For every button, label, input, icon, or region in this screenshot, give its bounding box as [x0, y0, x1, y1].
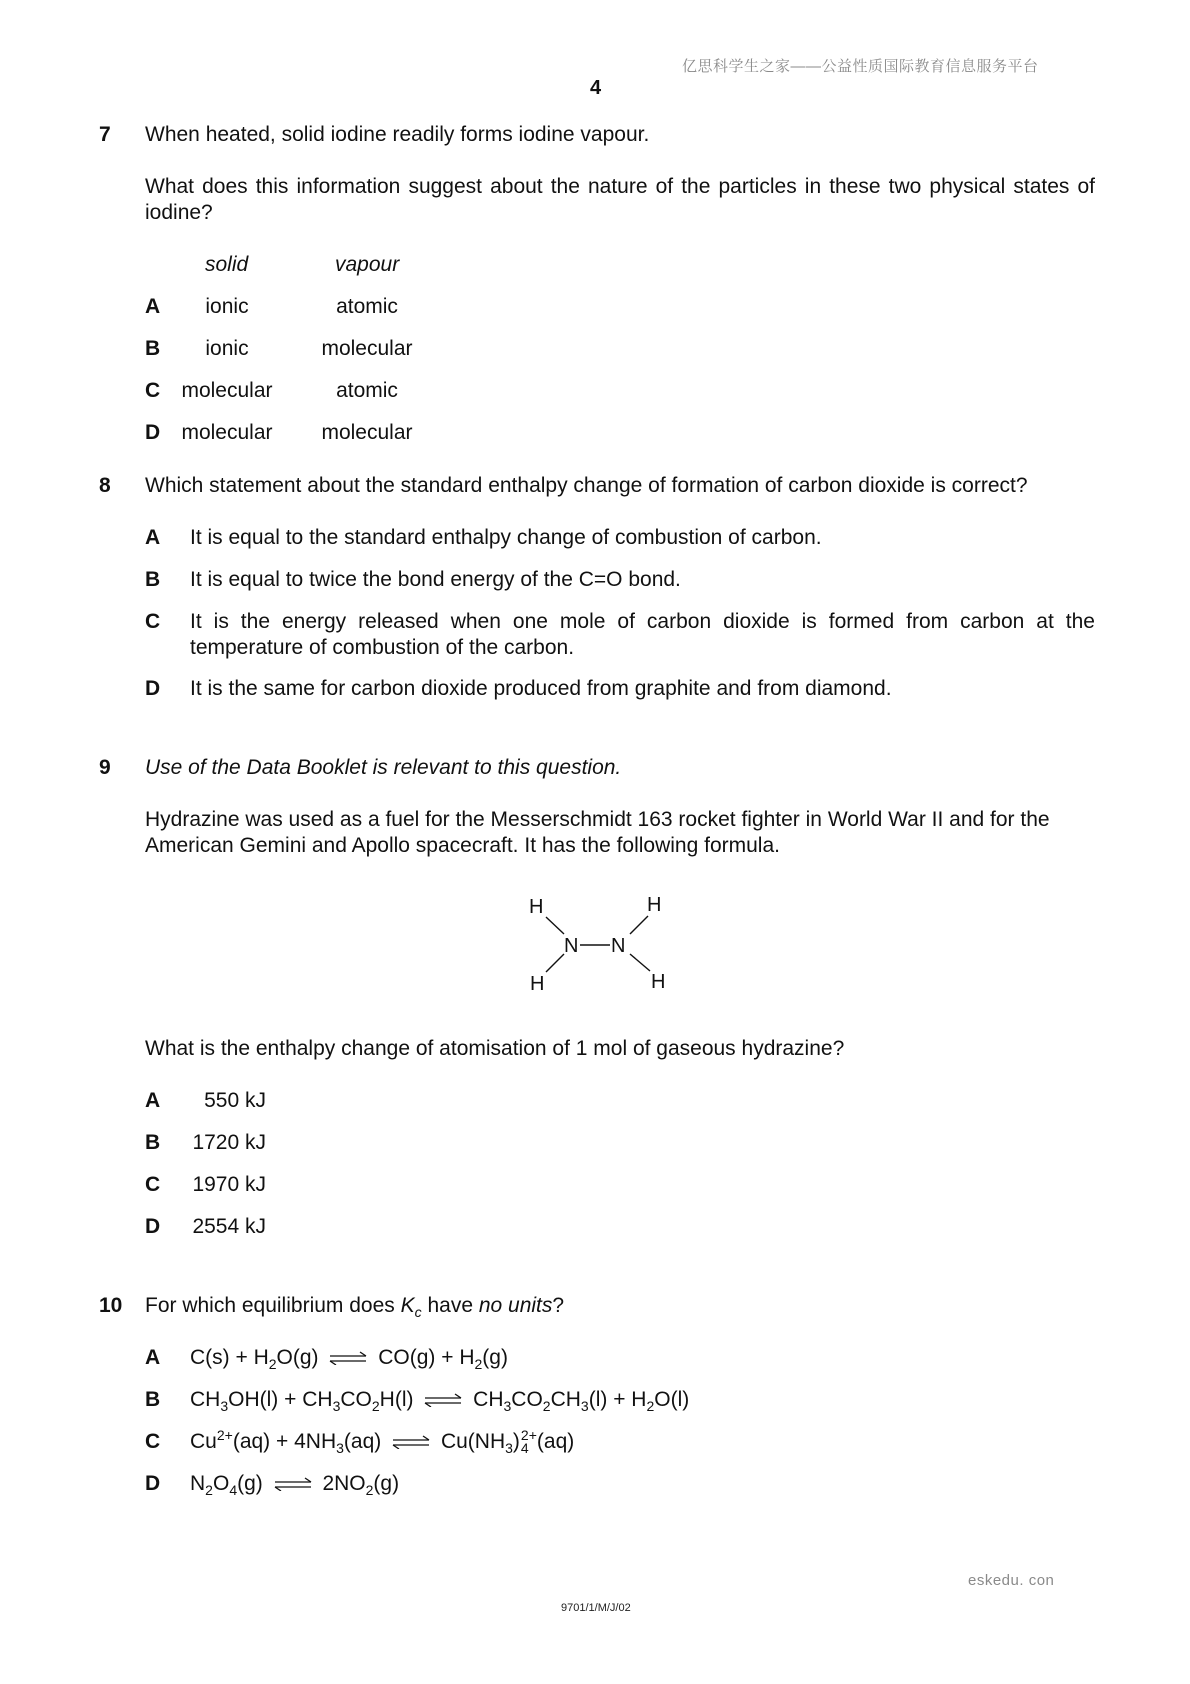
question-number: 10 [99, 1294, 123, 1317]
question-stem: Hydrazine was used as a fuel for the Messerschmidt 163 rocket fighter in World War II and for the American Gemini and Apollo spacecraft. It has the following formula. [145, 808, 1050, 857]
option-vapour: molecular [321, 337, 413, 360]
page-number: 4 [590, 77, 602, 99]
option-letter: C [145, 610, 161, 633]
atom-h-bottom-left: H [530, 973, 545, 995]
equilibrium-arrow-icon [273, 1477, 313, 1491]
bond-h-n-top-right [630, 916, 648, 934]
equation-c: $Cu^{2+}(aq) + 4NH_3(aq)$ $Cu(NH_3)$ 2+ 4 (aq) [190, 1427, 575, 1457]
option-letter: B [145, 337, 161, 360]
equation-a: $C(s) + H_2O(g) CO(g) + H_2(g)$ [190, 1346, 508, 1373]
question-text-emphasis: no units [478, 1294, 553, 1317]
option-letter: A [145, 1346, 161, 1369]
equilibrium-arrow-icon [328, 1351, 368, 1365]
atom-h-top-right: H [647, 894, 662, 916]
option-letter: A [145, 1089, 161, 1112]
atom-n-left: N [564, 935, 579, 957]
question-text-pre: For which equilibrium does [145, 1294, 401, 1317]
option-vapour: atomic [336, 295, 398, 318]
option-vapour: molecular [321, 421, 413, 444]
option-solid: molecular [181, 379, 273, 402]
option-solid: molecular [181, 421, 273, 444]
site-watermark: eskedu. con [968, 1572, 1055, 1589]
question-text: What does this information suggest about the nature of the particles in these two physical states of iodine? [145, 175, 1095, 224]
equation-b: $CH_3OH(l) + CH_3CO_2H(l) CH_3CO_2CH_3(l) + H_2O(l)$ [190, 1388, 690, 1415]
option-letter: D [145, 1215, 161, 1238]
question-text-post: ? [552, 1294, 565, 1317]
question-text: Which statement about the standard enthalpy change of formation of carbon dioxide is correct? [145, 474, 1028, 497]
option-letter: B [145, 568, 161, 591]
column-header-vapour: vapour [335, 253, 400, 276]
option-letter: B [145, 1388, 161, 1411]
option-letter: B [145, 1131, 161, 1154]
question-text [145, 1293, 564, 1325]
bond-h-n-top-left [546, 917, 564, 934]
equilibrium-arrow-icon [391, 1435, 431, 1449]
option-vapour: atomic [336, 379, 398, 402]
bond-h-n-bottom-left [546, 954, 564, 972]
question-stem: When heated, solid iodine readily forms iodine vapour. [145, 123, 650, 146]
option-text: 1720 kJ [192, 1131, 266, 1154]
option-letter: C [145, 1173, 161, 1196]
question-number: 9 [99, 756, 111, 779]
option-solid: ionic [205, 337, 249, 360]
paper-code: 9701/1/M/J/02 [561, 1602, 631, 1614]
option-text: It is equal to twice the bond energy of the C=O bond. [190, 568, 681, 591]
option-letter: C [145, 1430, 161, 1453]
atom-h-top-left: H [529, 896, 544, 918]
option-letter: D [145, 677, 161, 700]
question-number: 7 [99, 123, 111, 146]
option-text: It is the same for carbon dioxide produced from graphite and from diamond. [190, 677, 892, 700]
question-number: 8 [99, 474, 111, 497]
option-solid: ionic [205, 295, 249, 318]
option-letter: C [145, 379, 161, 402]
watermark-text: 亿思科学生之家——公益性质国际教育信息服务平台 [682, 58, 1039, 75]
kc-symbol: K [400, 1294, 415, 1317]
atom-h-bottom-right: H [651, 971, 666, 993]
option-text: 2554 kJ [192, 1215, 266, 1238]
question-note: Use of the Data Booklet is relevant to this question. [145, 756, 622, 779]
column-header-solid: solid [205, 253, 249, 276]
atom-n-right: N [611, 935, 626, 957]
question-text: What is the enthalpy change of atomisation of 1 mol of gaseous hydrazine? [145, 1037, 845, 1060]
hydrazine-structure [520, 892, 670, 997]
question-text-mid: have [421, 1294, 479, 1317]
option-letter: D [145, 1472, 161, 1495]
kc-subscript: c [414, 1304, 422, 1321]
option-letter: A [145, 526, 161, 549]
bond-h-n-bottom-right [630, 954, 650, 971]
option-text: 550 kJ [204, 1089, 266, 1112]
equation-d: $N_2O_4(g)$ $2NO_2(g)$ [190, 1472, 400, 1499]
option-text: It is the energy released when one mole of carbon dioxide is formed from carbon at the temperature of combustion of the carbon. [190, 610, 1095, 659]
option-letter: D [145, 421, 161, 444]
option-text: It is equal to the standard enthalpy change of combustion of carbon. [190, 526, 822, 549]
option-text: 1970 kJ [192, 1173, 266, 1196]
equilibrium-arrow-icon [423, 1393, 463, 1407]
option-letter: A [145, 295, 161, 318]
